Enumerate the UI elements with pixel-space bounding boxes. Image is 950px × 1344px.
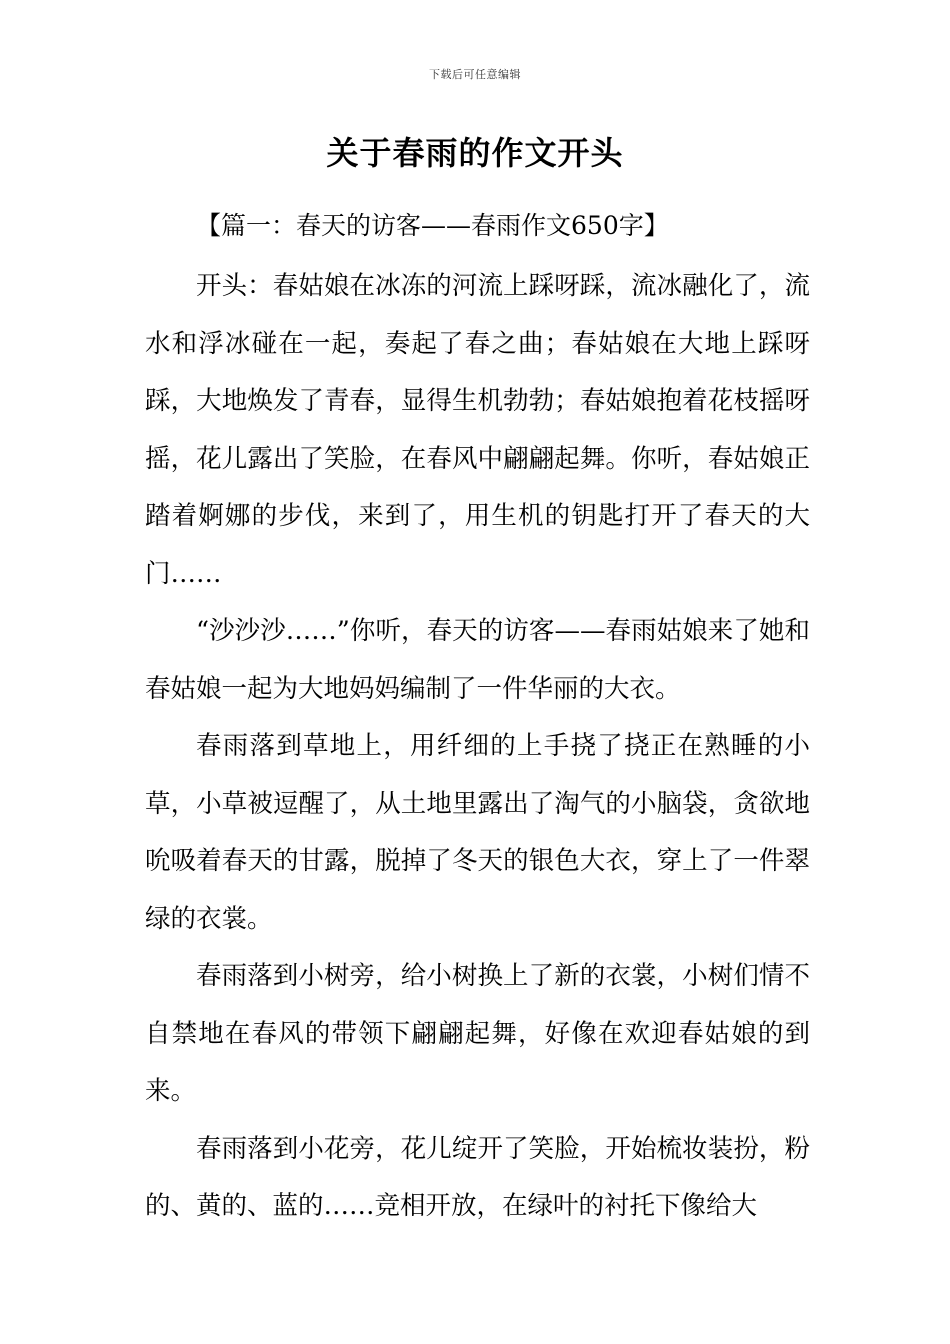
paragraph: 春雨落到小花旁，花儿绽开了笑脸，开始梳妆装扮，粉的、黄的、蓝的……竞相开放，在绿叶的衬托下像给大: [145, 1133, 810, 1221]
header-note: 下载后可任意编辑: [429, 68, 521, 81]
paragraph: 开头：春姑娘在冰冻的河流上踩呀踩，流冰融化了，流水和浮冰碰在一起，奏起了春之曲；春姑娘在大地上踩呀踩，大地焕发了青春，显得生机勃勃；春姑娘抱着花枝摇呀摇，花儿露出了笑脸，在春风中翩翩起舞。你听，春姑娘正踏着婀娜的步伐，来到了，用生机的钥匙打开了春天的大门……: [145, 271, 810, 589]
paragraph: “沙沙沙……”你听，春天的访客——春雨姑娘来了她和春姑娘一起为大地妈妈编制了一件华丽的大衣。: [145, 616, 810, 704]
section-heading: 【篇一：春天的访客——春雨作文650字】: [196, 211, 669, 240]
paragraph: 春雨落到小树旁，给小树换上了新的衣裳，小树们情不自禁地在春风的带领下翩翩起舞，好像在欢迎春姑娘的到来。: [145, 961, 810, 1106]
page-title: 关于春雨的作文开头: [326, 134, 624, 172]
article-body: [145, 258, 810, 1236]
paragraph: 春雨落到草地上，用纤细的上手挠了挠正在熟睡的小草，小草被逗醒了，从土地里露出了淘气的小脑袋，贪欲地吮吸着春天的甘露，脱掉了冬天的银色大衣，穿上了一件翠绿的衣裳。: [145, 731, 810, 934]
